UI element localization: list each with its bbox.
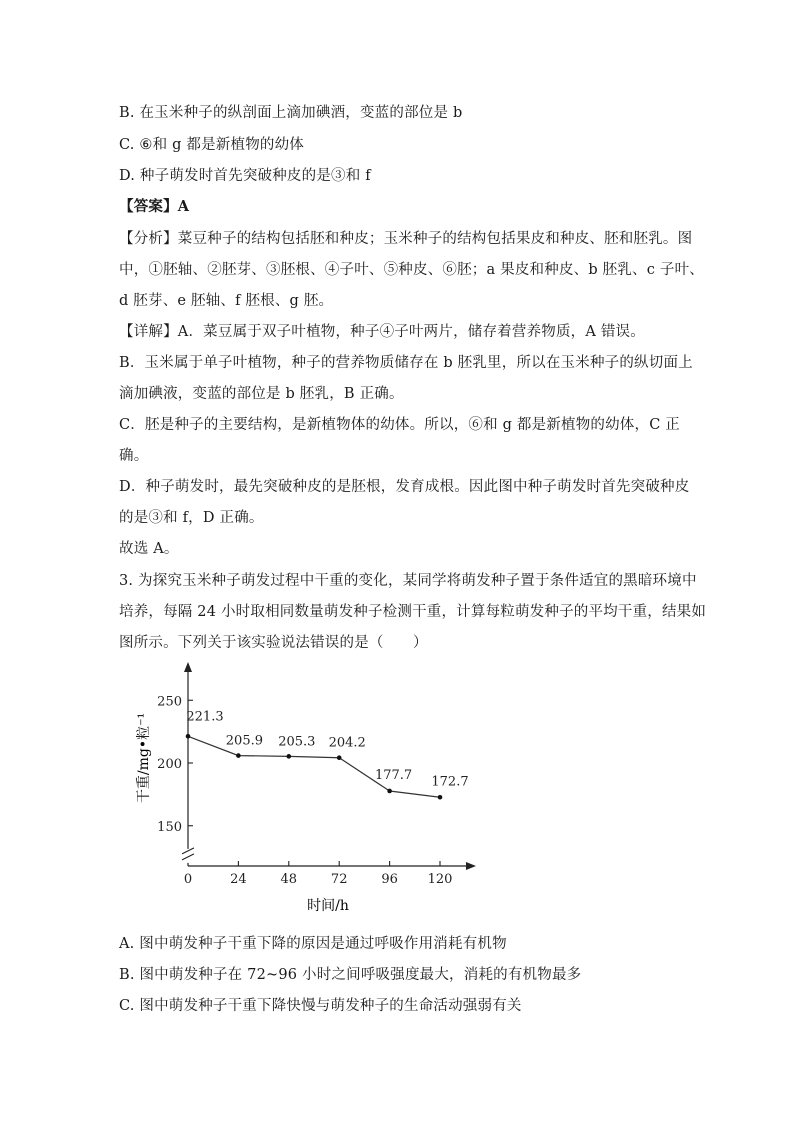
question3-option-a: A. 图中萌发种子干重下降的原因是通过呼吸作用消耗有机物 [119, 936, 507, 952]
chart-ticks [157, 694, 452, 887]
conclusion-line: 故选 A。 [119, 541, 179, 557]
data-point [337, 755, 342, 760]
x-axis-arrow [466, 862, 476, 870]
data-label: 205.3 [278, 734, 316, 750]
chart-axes [182, 662, 476, 870]
detail-line-d1: D．种子萌发时，最先突破种皮的是胚根，发育成根。因此图中种子萌发时首先突破种皮 [119, 479, 690, 495]
x-tick-label: 72 [330, 872, 348, 887]
x-tick-label: 96 [381, 872, 398, 887]
option-d-prev: D. 种子萌发时首先突破种皮的是③和 f [119, 168, 371, 184]
y-axis-label: 干重/mg•粒⁻¹ [136, 712, 152, 804]
data-point [287, 754, 292, 759]
data-label: 177.7 [374, 767, 413, 783]
analysis-line-3: d 胚芽、e 胚轴、f 胚根、g 胚。 [119, 293, 334, 309]
data-point [236, 753, 241, 758]
x-axis-label: 时间/h [307, 898, 349, 914]
data-label: 204.2 [328, 735, 366, 751]
option-c-prev: C. ⑥和 g 都是新植物的幼体 [119, 137, 304, 153]
option-b-prev: B. 在玉米种子的纵剖面上滴加碘酒，变蓝的部位是 b [119, 105, 463, 121]
detail-line-a: 【详解】A．菜豆属于双子叶植物，种子④子叶两片，储存着营养物质，A 错误。 [119, 324, 645, 340]
x-tick-label: 120 [427, 872, 453, 887]
series-line [188, 733, 440, 797]
question3-line-3: 图所示。下列关于该实验说法错误的是（ ） [119, 635, 428, 651]
y-axis-arrow [184, 662, 192, 672]
y-axis-break-mark [182, 848, 194, 854]
detail-line-c2: 确。 [119, 448, 149, 464]
y-axis-break-mark [182, 854, 194, 860]
detail-line-c1: C．胚是种子的主要结构，是新植物体的幼体。所以，⑥和 g 都是新植物的幼体，C 正 [119, 417, 680, 433]
x-tick-label: 48 [280, 872, 298, 887]
detail-line-b2: 滴加碘液，变蓝的部位是 b 胚乳，B 正确。 [119, 386, 404, 402]
data-label: 205.9 [225, 733, 264, 749]
y-tick-label: 250 [157, 694, 182, 710]
data-label: 221.3 [186, 709, 224, 725]
question3-line-2: 培养，每隔 24 小时取相同数量萌发种子检测干重，计算每粒萌发种子的平均干重，结果如 [119, 604, 707, 620]
data-point [387, 789, 392, 794]
data-label: 172.7 [431, 774, 469, 790]
question3-option-c: C. 图中萌发种子干重下降快慢与萌发种子的生命活动强弱有关 [119, 998, 522, 1014]
data-point [438, 795, 443, 800]
chart-series [186, 709, 469, 799]
y-tick-label: 150 [157, 819, 182, 835]
detail-line-b1: B．玉米属于单子叶植物，种子的营养物质储存在 b 胚乳里，所以在玉米种子的纵切面上 [119, 355, 693, 371]
data-point [186, 734, 191, 739]
x-tick-label: 24 [230, 872, 247, 887]
analysis-line-1: 【分析】菜豆种子的结构包括胚和种皮；玉米种子的结构包括果皮和种皮、胚和胚乳。图 [119, 231, 693, 247]
question3-option-b: B. 图中萌发种子在 72~96 小时之间呼吸强度最大，消耗的有机物最多 [119, 967, 582, 983]
question3-line-1: 3. 为探究玉米种子萌发过程中干重的变化，某同学将萌发种子置于条件适宜的黑暗环境中 [119, 573, 697, 589]
x-tick-label: 0 [183, 872, 193, 887]
analysis-line-2: 中，①胚轴、②胚芽、③胚根、④子叶、⑤种皮、⑥胚；a 果皮和种皮、b 胚乳、c 子叶、 [119, 262, 704, 278]
answer-line: 【答案】A [119, 198, 190, 215]
y-tick-label: 200 [157, 757, 182, 772]
detail-line-d2: 的是③和 f，D 正确。 [119, 510, 264, 526]
